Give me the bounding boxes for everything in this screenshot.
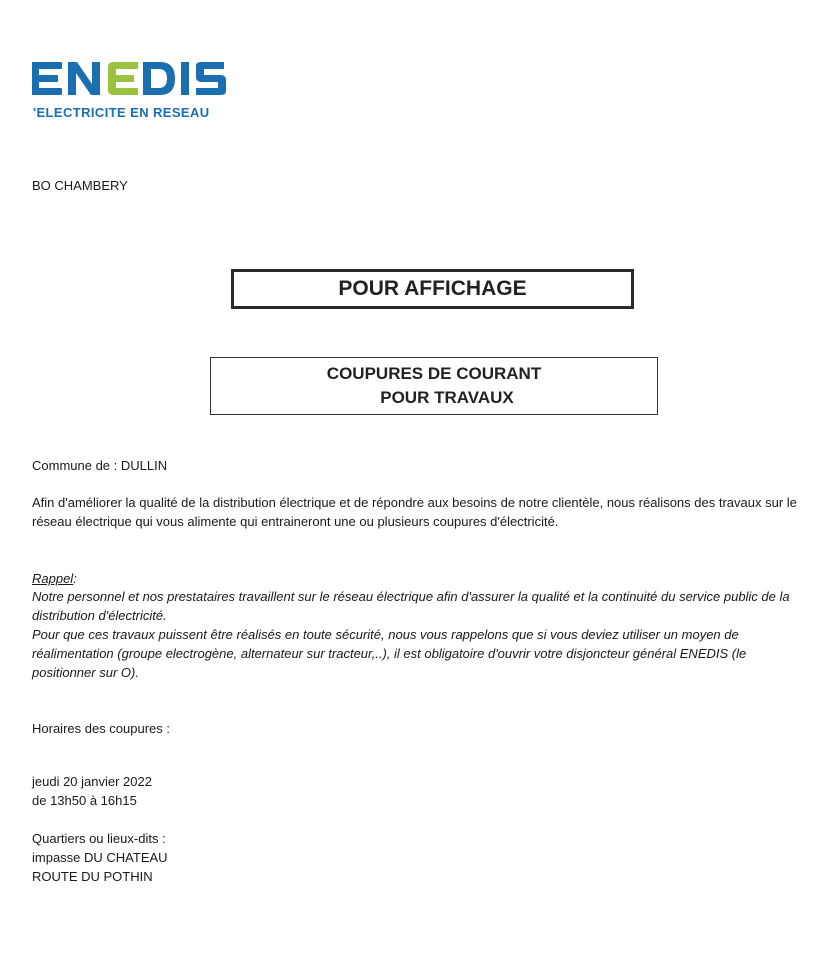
rappel-paragraph-1: Notre personnel et nos prestataires travaillent sur le réseau électrique afin d'assurer la qualité et la continuité du service public de la distribution d'électricité. (32, 589, 790, 623)
horaires-heading: Horaires des coupures : (32, 721, 171, 736)
notice-title-line1: COUPURES DE COURANT (326, 364, 542, 383)
lieu-item: impasse DU CHATEAU (32, 850, 168, 865)
rappel-heading-colon: : (73, 571, 77, 586)
issuer-office: BO CHAMBERY (32, 178, 128, 193)
outage-hours: de 13h50 à 16h15 (32, 793, 137, 808)
enedis-logo (30, 58, 240, 120)
outage-date: jeudi 20 janvier 2022 (32, 774, 152, 789)
quartiers-heading: Quartiers ou lieux-dits : (32, 831, 166, 846)
enedis-wordmark (30, 58, 230, 100)
rappel-heading-text: Rappel (32, 571, 74, 586)
rappel-paragraph-2: Pour que ces travaux puissent être réalisés en toute sécurité, nous vous rappelons que si vous deviez utiliser un moyen de réalimentation (groupe electrogène, alternateur sur tracteur,..), il est obligatoire d'ouvrir votre disjoncteur général ENEDIS (le positionner sur O). (32, 627, 747, 680)
rappel-heading (32, 569, 77, 588)
intro-paragraph: Afin d'améliorer la qualité de la distribution électrique et de répondre aux besoins de notre clientèle, nous réalisons des travaux sur le réseau électrique qui vous alimente qui entraineront une ou plusieurs coupures d'électricité. (32, 495, 797, 529)
lieu-item: ROUTE DU POTHIN (32, 869, 153, 884)
logo-tagline: 'ELECTRICITE EN RESEAU (33, 105, 210, 120)
rappel-body (32, 587, 807, 682)
affichage-box (231, 269, 634, 309)
commune-line: Commune de : DULLIN (32, 458, 168, 473)
notice-title-line2: POUR TRAVAUX (380, 388, 514, 407)
notice-title-box (210, 357, 658, 415)
affichage-label: POUR AFFICHAGE (338, 277, 527, 300)
